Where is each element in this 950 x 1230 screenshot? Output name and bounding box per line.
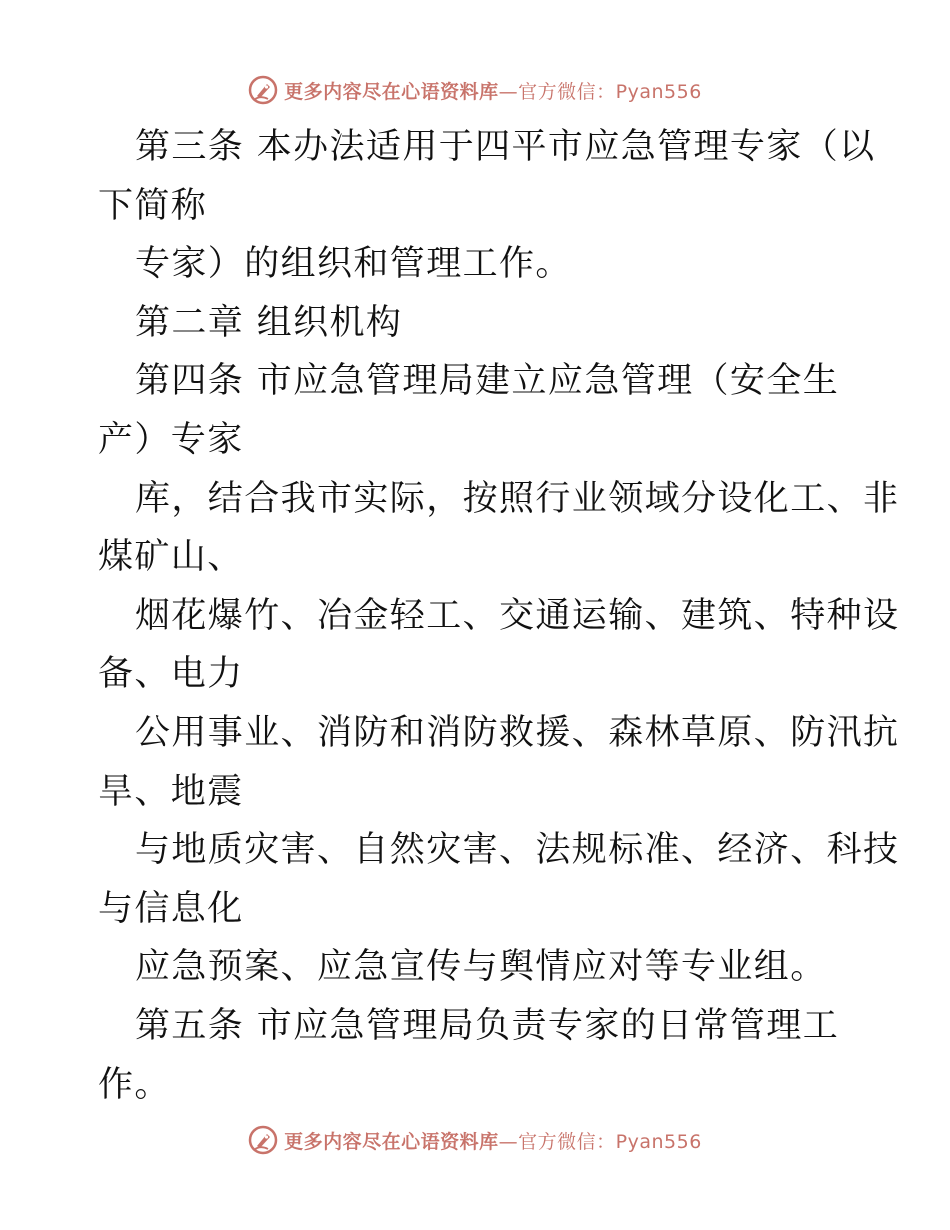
body-line: 第四条 市应急管理局建立应急管理（安全生 [135, 361, 840, 402]
body-line: 与地质灾害、自然灾害、法规标准、经济、科技 [135, 830, 900, 871]
body-line: 库，结合我市实际，按照行业领域分设化工、非 [135, 478, 900, 519]
pen-nib-logo-icon [248, 1125, 278, 1155]
body-line: 专家）的组织和管理工作。 [135, 244, 572, 285]
body-line: 与信息化 [98, 888, 244, 929]
document-body [98, 118, 900, 1114]
body-line: 旱、地震 [98, 771, 244, 812]
watermark-text [284, 77, 702, 104]
body-line: 烟花爆竹、冶金轻工、交通运输、建筑、特种设 [135, 595, 900, 636]
watermark-separator: — [498, 80, 519, 103]
watermark-site: 更多内容尽在心语资料库 [284, 80, 499, 103]
watermark-wechat: 官方微信：Pyan556 [518, 80, 702, 103]
watermark-wechat: 官方微信：Pyan556 [518, 1130, 702, 1153]
body-line: 第三条 本办法适用于四平市应急管理专家（以 [135, 127, 876, 167]
header-watermark [0, 72, 950, 108]
body-line: 备、电力 [98, 654, 244, 695]
pen-nib-logo-icon [248, 75, 278, 105]
watermark-text [284, 1127, 702, 1154]
body-line: 作。 [98, 1064, 171, 1105]
watermark-separator: — [498, 1130, 519, 1153]
body-line: 应急预案、应急宣传与舆情应对等专业组。 [135, 947, 827, 988]
body-line: 煤矿山、 [98, 537, 244, 578]
body-line: 下简称 [98, 185, 208, 226]
body-line: 产）专家 [98, 419, 244, 460]
chapter-heading: 第二章 组织机构 [135, 302, 403, 343]
body-line: 公用事业、消防和消防救援、森林草原、防汛抗 [135, 712, 900, 753]
footer-watermark [0, 1122, 950, 1158]
watermark-site: 更多内容尽在心语资料库 [284, 1130, 499, 1153]
body-line: 第五条 市应急管理局负责专家的日常管理工 [135, 1005, 840, 1046]
